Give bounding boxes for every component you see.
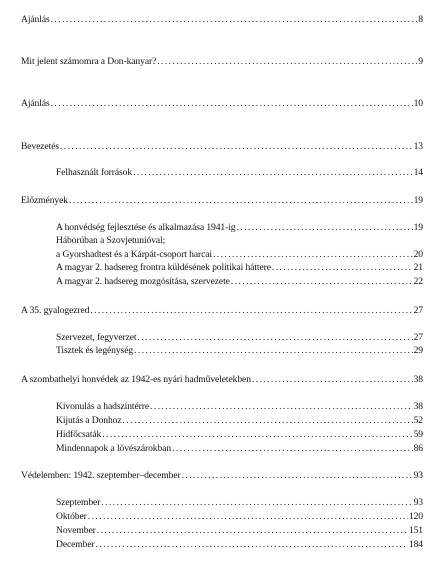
dot-leader [88,511,408,522]
toc-page-number: 151 [408,525,423,536]
toc-page-number: 20 [413,249,423,260]
dot-leader [137,332,412,343]
toc-entry-label: Felhasznált források [56,167,133,178]
toc-entry-haboruban-line-1: Háborúban a Szovjetunióval; [56,235,166,246]
toc-entry-label: Bevezetés [21,141,59,152]
toc-entry-label: November [56,525,96,536]
dot-leader [231,276,413,287]
toc-entry-tisztek[interactable] [56,345,423,356]
toc-entry-haboruban[interactable] [56,249,423,260]
toc-page-number: 38 [413,374,423,385]
dot-leader [213,249,413,260]
toc-entry-label: Szervezet, fegyverzet [56,332,137,343]
toc-entry-label: Védelemben: 1942. szeptember–december [21,470,181,481]
toc-page-number: 184 [408,539,423,550]
toc-entry-label: Előzmények [21,195,68,206]
toc-entry-felhasznalt-forrasok[interactable] [56,167,423,178]
toc-entry-label: Tisztek és legénység [56,345,134,356]
toc-page-number: 59 [413,429,423,440]
toc-page-number: 19 [413,222,423,233]
toc-entry-mindennapok[interactable] [56,443,423,454]
toc-page-number: 8 [418,14,423,25]
toc-entry-label: Ajánlás [21,98,50,109]
toc-entry-ajanlas-2[interactable] [21,98,423,109]
dot-leader [51,98,413,109]
toc-entry-ajanlas-1[interactable] [21,14,423,25]
toc-page-number: 93 [413,470,423,481]
toc-page-number: 22 [413,276,423,287]
toc-entry-gyalogezred[interactable] [21,305,423,316]
toc-entry-label: Ajánlás [21,14,50,25]
dot-leader [150,401,413,412]
toc-page-number: 9 [418,56,423,67]
toc-page-number: 14 [413,167,423,178]
toc-entry-november[interactable] [56,525,423,536]
dot-leader [272,262,413,273]
toc-page-number: 19 [413,195,423,206]
toc-entry-politikai-hattere[interactable] [56,262,423,273]
dot-leader [133,167,413,178]
toc-page-number: 21 [413,262,423,273]
toc-entry-label: A 35. gyalogezred [21,305,90,316]
dot-leader [101,497,412,508]
toc-entry-label: A magyar 2. hadsereg mozgósítása, szervezete [56,276,230,287]
dot-leader [236,222,412,233]
toc-entry-label: A magyar 2. hadsereg frontra küldésének politikai háttere [56,262,271,273]
toc-entry-honvedseg[interactable] [56,222,423,233]
toc-entry-hidfocsatak[interactable] [56,429,423,440]
toc-page-number: 93 [413,497,423,508]
toc-entry-label: Hídfőcsaták [56,429,102,440]
toc-entry-label: Mindennapok a lövészárokban [56,443,172,454]
dot-leader [182,470,413,481]
toc-entry-kivonulas[interactable] [56,401,423,412]
dot-leader [123,415,413,426]
toc-entry-label: Kijutás a Donhoz [56,415,122,426]
toc-page-number: 27 [413,305,423,316]
toc-entry-oktober[interactable] [56,511,423,522]
toc-entry-elozmenyek[interactable] [21,195,423,206]
dot-leader [97,525,408,536]
toc-entry-kijutas[interactable] [56,415,423,426]
dot-leader [134,345,413,356]
toc-entry-szeptember[interactable] [56,497,423,508]
toc-entry-szervezet[interactable] [56,332,423,343]
dot-leader [102,429,412,440]
toc-page-number: 29 [413,345,423,356]
dot-leader [90,305,412,316]
dot-leader [96,539,408,550]
dot-leader [172,443,413,454]
dot-leader [252,374,413,385]
dot-leader [60,141,413,152]
toc-entry-bevezetes[interactable] [21,141,423,152]
toc-page-number: 52 [413,415,423,426]
toc-entry-label: A szombathelyi honvédek az 1942-es nyári hadműveletekben [21,374,251,385]
toc-entry-label: Szeptember [56,497,101,508]
toc-page-number: 120 [408,511,423,522]
toc-page-number: 86 [413,443,423,454]
dot-leader [157,56,417,67]
toc-page-number: 10 [413,98,423,109]
toc-entry-label: Kivonulás a hadszíntérre [56,401,149,412]
toc-entry-mit-jelent[interactable] [21,56,423,67]
toc-entry-label: Október [56,511,87,522]
toc-page-number: 13 [413,141,423,152]
toc-entry-vedelemben[interactable] [21,470,423,481]
toc-entry-szombathelyi[interactable] [21,374,423,385]
toc-entry-december[interactable] [56,539,423,550]
toc-entry-mozgositasa[interactable] [56,276,423,287]
dot-leader [69,195,413,206]
toc-entry-label: A honvédség fejlesztése és alkalmazása 1941-ig [56,222,236,233]
toc-page-number: 38 [413,401,423,412]
dot-leader [51,14,418,25]
toc-entry-label: Mit jelent számomra a Don-kanyar? [21,56,157,67]
toc-page-number: 27 [413,332,423,343]
toc-entry-label: December [56,539,95,550]
toc-entry-label: a Gyorshadtest és a Kárpát-csoport harcai [56,249,212,260]
